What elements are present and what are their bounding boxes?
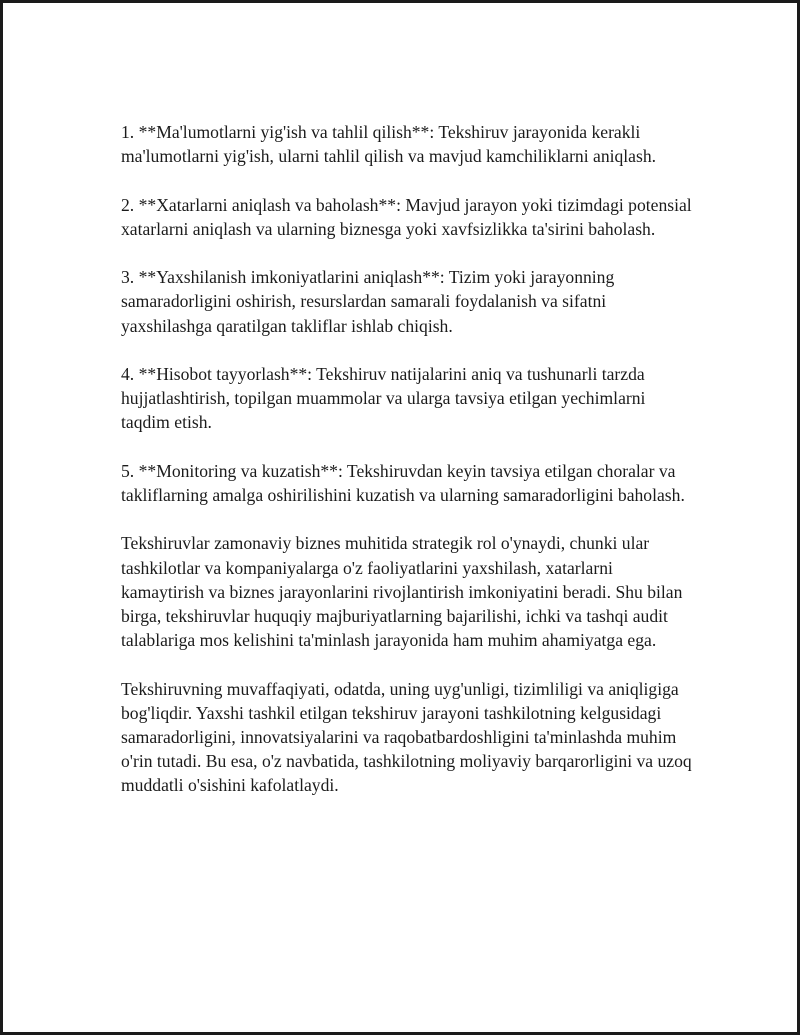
list-item-improvement-opportunities: 3. **Yaxshilanish imkoniyatlarini aniqlash**: Tizim yoki jarayonning samaradorligini oshirish, resurslardan samarali foydalanish va sifatni yaxshilashga qaratilgan takliflar ishlab chiqish. [121, 267, 615, 336]
list-item-data-collection: 1. **Ma'lumotlarni yig'ish va tahlil qilish**: Tekshiruv jarayonida kerakli ma'lumotlarni yig'ish, ularni tahlil qilish va mavjud kamchiliklarni aniqlash. [121, 122, 657, 167]
paragraph-success-factors: Tekshiruvning muvaffaqiyati, odatda, uning uyg'unligi, tizimliligi va aniqligiga bog'liqdir. Yaxshi tashkil etilgan tekshiruv jarayoni tashkilotning kelgusidagi samaradorligini, innovatsiyalarini va raqobatbardoshligini ta'minlashda muhim o'rin tutadi. Bu esa, o'z navbatida, tashkilotning moliyaviy barqarorligini va uzoq muddatli o'sishini kafolatlaydi. [121, 678, 692, 796]
list-item-monitoring: 5. **Monitoring va kuzatish**: Tekshiruvdan keyin tavsiya etilgan choralar va takliflarning amalga oshirilishini kuzatish va ularning samaradorligini baholash. [121, 460, 685, 505]
list-item-report-preparation: 4. **Hisobot tayyorlash**: Tekshiruv natijalarini aniq va tushunarli tarzda hujjatlashtirish, topilgan muammolar va ularga tavsiya etilgan yechimlarni taqdim etish. [121, 363, 646, 433]
document-body [121, 120, 693, 822]
list-item-risk-assessment: 2. **Xatarlarni aniqlash va baholash**: Mavjud jarayon yoki tizimdagi potensial xatarlarni aniqlash va ularning biznesga yoki xavfsizlikka ta'sirini baholash. [121, 194, 692, 239]
paragraph-strategic-role: Tekshiruvlar zamonaviy biznes muhitida strategik rol o'ynaydi, chunki ular tashkilotlar va kompaniyalarga o'z faoliyatlarini yaxshilash, xatarlarni kamaytirish va biznes jarayonlarini rivojlantirish imkoniyatini beradi. Shu bilan birga, tekshiruvlar huquqiy majburiyatlarning bajarilishi, ichki va tashqi audit talablariga mos kelishini ta'minlash jarayonida ham muhim ahamiyatga ega. [121, 533, 683, 651]
